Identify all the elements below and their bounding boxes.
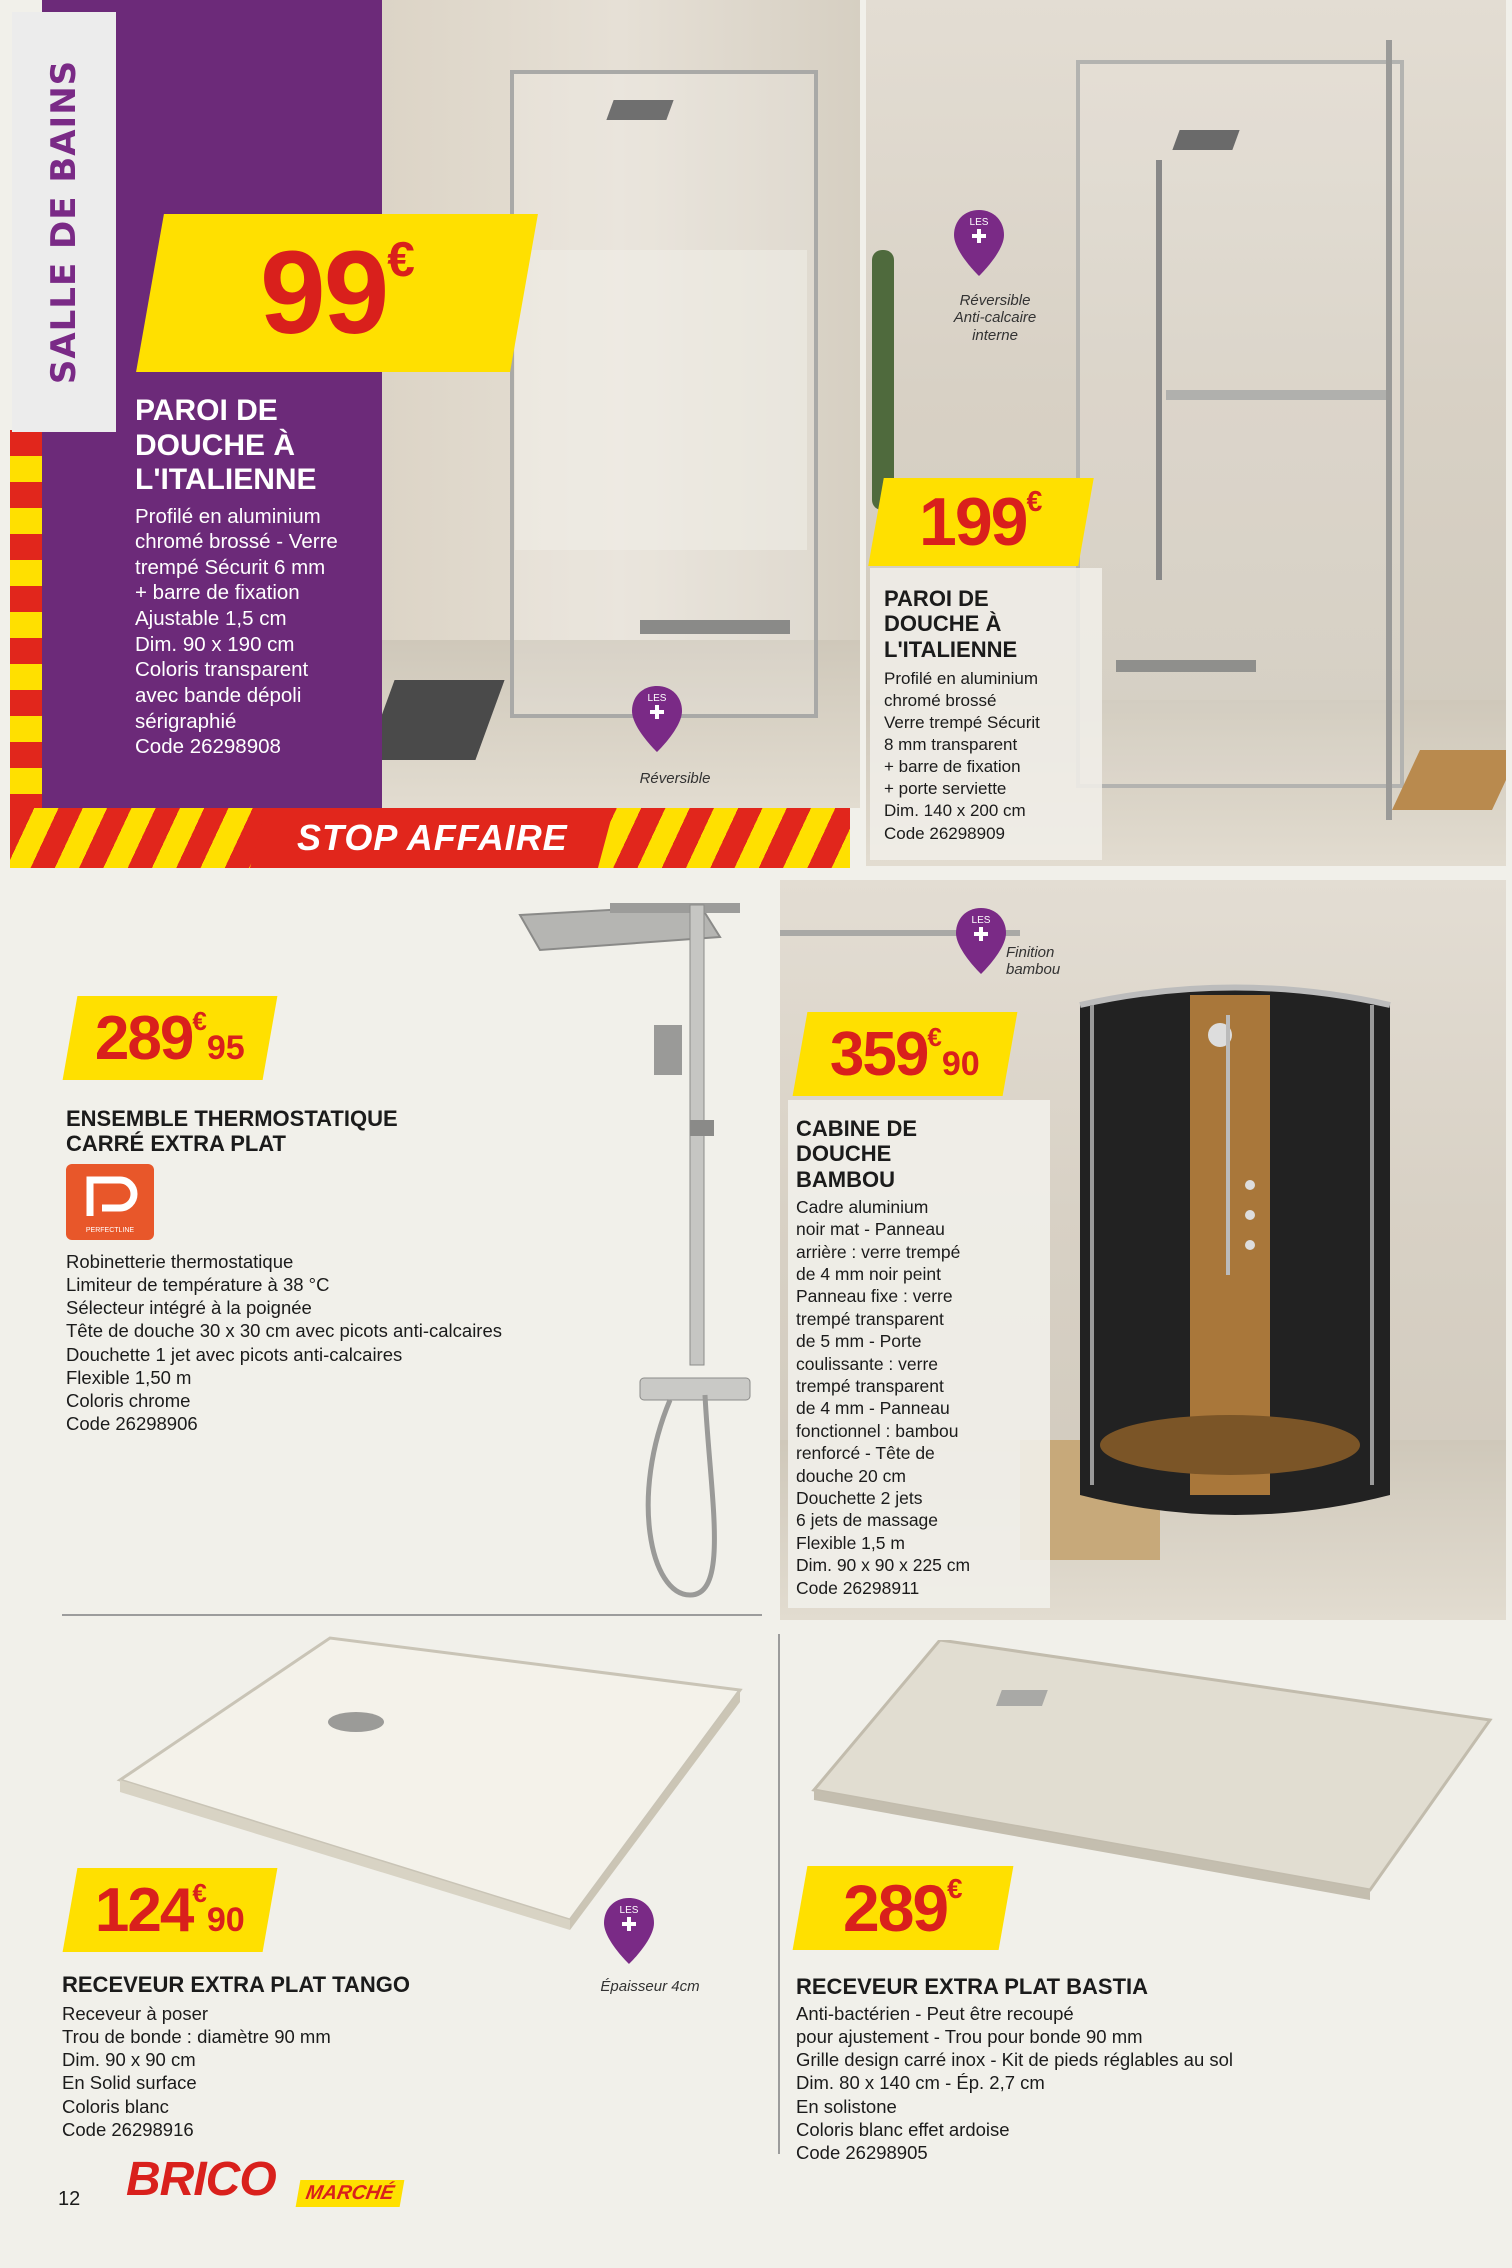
- title-line: BAMBOU: [796, 1166, 895, 1192]
- pin-word: LES: [971, 915, 991, 926]
- title-line: ENSEMBLE THERMOSTATIQUE: [66, 1106, 398, 1131]
- price-currency: €: [927, 1021, 943, 1052]
- desc-line: 8 mm transparent: [884, 735, 1018, 755]
- title-line: DOUCHE: [796, 1141, 892, 1167]
- feature-text: interne: [972, 326, 1018, 344]
- desc-line: Code 26298911: [796, 1577, 920, 1598]
- price-currency: €: [192, 1005, 208, 1036]
- desc-line: Ajustable 1,5 cm: [135, 607, 287, 630]
- desc-line: Coloris blanc: [62, 2095, 169, 2117]
- desc-line: Code 26298905: [796, 2141, 928, 2163]
- stripe-decoration: [10, 430, 42, 808]
- feature-text: bambou: [1006, 961, 1061, 979]
- price-cents: 90: [207, 1900, 245, 1939]
- price-currency: €: [947, 1872, 963, 1904]
- desc-line: Coloris blanc effet ardoise: [796, 2118, 1010, 2140]
- feature-text: Finition: [1006, 944, 1055, 961]
- desc-line: Tête de douche 30 x 30 cm avec picots anti-calcaires: [66, 1320, 503, 1342]
- product-info-walkin-99: [135, 394, 395, 760]
- desc-line: chromé brossé: [884, 690, 997, 710]
- desc-line: avec bande dépoli: [135, 683, 302, 707]
- product-title: [796, 1974, 1148, 1999]
- les-plus-pin-icon: [602, 1896, 656, 1966]
- price-cents: 95: [207, 1028, 245, 1067]
- price-tag-359-90: [793, 1012, 1018, 1096]
- desc-line: En Solid surface: [62, 2072, 197, 2094]
- desc-line: Profilé en aluminium: [884, 668, 1039, 688]
- price-currency: €: [1026, 485, 1043, 518]
- desc-line: de 4 mm - Panneau: [796, 1398, 950, 1419]
- desc-line: Profilé en aluminium: [135, 504, 321, 528]
- desc-line: Trou de bonde : diamètre 90 mm: [62, 2026, 331, 2048]
- desc-line: pour ajustement - Trou pour bonde 90 mm: [796, 2026, 1143, 2048]
- price-tag-199: [868, 478, 1094, 566]
- title-line: L'ITALIENNE: [884, 636, 1018, 662]
- price-main: 289: [95, 1003, 193, 1073]
- page-number: 12: [58, 2188, 81, 2210]
- desc-line: Panneau fixe : verre: [796, 1286, 953, 1307]
- section-tab: [12, 12, 116, 432]
- price-main: 99: [259, 227, 387, 359]
- desc-line: Anti-bactérien - Peut être recoupé: [796, 2003, 1074, 2024]
- price-main: 124: [95, 1875, 193, 1945]
- desc-line: de 4 mm noir peint: [796, 1264, 941, 1285]
- product-title: [884, 586, 1104, 662]
- feature-label: [610, 770, 740, 787]
- title-line: CABINE DE: [796, 1116, 918, 1141]
- title-line: DOUCHE À: [135, 428, 296, 462]
- product-title: [796, 1116, 1046, 1192]
- desc-line: Code 26298908: [135, 735, 281, 759]
- brand-label: PERFECTLINE: [85, 1227, 135, 1234]
- product-description: [66, 1250, 502, 1435]
- feature-label: [920, 292, 1070, 344]
- desc-line: Douchette 1 jet avec picots anti-calcaires: [66, 1343, 403, 1365]
- desc-line: renforcé - Tête de: [796, 1443, 935, 1464]
- desc-line: noir mat - Panneau: [796, 1219, 945, 1240]
- product-title: [62, 1972, 410, 1997]
- title-line: PAROI DE: [135, 394, 278, 427]
- les-plus-pin-icon: [952, 208, 1006, 278]
- price-main: 359: [830, 1019, 928, 1089]
- shower-column-illustration: [500, 895, 780, 1605]
- desc-line: Dim. 90 x 90 x 225 cm: [796, 1555, 971, 1576]
- desc-line: Flexible 1,50 m: [66, 1366, 192, 1388]
- feature-text: Réversible: [959, 292, 1031, 309]
- desc-line: Cadre aluminium: [796, 1196, 929, 1217]
- feature-text: Anti-calcaire: [953, 309, 1037, 327]
- pin-word: LES: [969, 217, 989, 228]
- desc-line: Dim. 80 x 140 cm - Ép. 2,7 cm: [796, 2072, 1045, 2094]
- desc-line: Flexible 1,5 m: [796, 1532, 905, 1553]
- product-photo-walkin-99: [380, 0, 860, 808]
- brand-main: BRICO: [126, 2153, 276, 2206]
- title-line: DOUCHE À: [884, 611, 1002, 637]
- price-cents: 90: [942, 1044, 980, 1083]
- feature-text: Épaisseur 4cm: [600, 1978, 700, 1995]
- product-description: [135, 504, 395, 760]
- title-line: PAROI DE: [884, 586, 989, 611]
- product-info-walkin-199: [884, 586, 1104, 845]
- desc-line: Sélecteur intégré à la poignée: [66, 1297, 312, 1319]
- product-title: [66, 1106, 398, 1157]
- desc-line: fonctionnel : bambou: [796, 1420, 959, 1441]
- desc-line: Coloris chrome: [66, 1389, 191, 1411]
- bricomarche-logo: [126, 2152, 446, 2222]
- desc-line: sérigraphié: [135, 709, 237, 733]
- feature-text: Réversible: [639, 770, 711, 787]
- desc-line: coulissante : verre: [796, 1353, 939, 1374]
- title-line: RECEVEUR EXTRA PLAT BASTIA: [796, 1974, 1149, 1999]
- price-tag-99: [136, 214, 538, 372]
- desc-line: trempé transparent: [796, 1308, 944, 1329]
- product-info-cabin: [796, 1116, 1046, 1599]
- title-line: L'ITALIENNE: [135, 463, 317, 496]
- desc-line: trempé Sécurit 6 mm: [135, 555, 326, 579]
- pin-word: LES: [619, 1905, 639, 1916]
- feature-label: [580, 1978, 720, 1995]
- desc-line: Verre trempé Sécurit: [884, 713, 1040, 733]
- desc-line: Dim. 140 x 200 cm: [884, 801, 1026, 821]
- price-tag-289: [793, 1866, 1014, 1950]
- product-description: [884, 668, 1104, 845]
- divider: [778, 1634, 780, 2154]
- desc-line: de 5 mm - Porte: [796, 1331, 922, 1352]
- desc-line: Douchette 2 jets: [796, 1487, 923, 1508]
- desc-line: + barre de fixation: [884, 757, 1021, 777]
- title-line: RECEVEUR EXTRA PLAT TANGO: [62, 1972, 410, 1997]
- desc-line: + porte serviette: [884, 779, 1007, 799]
- price-main: 199: [919, 484, 1027, 560]
- product-description: [796, 1196, 1046, 1599]
- desc-line: Robinetterie thermostatique: [66, 1251, 294, 1272]
- shower-tray-bastia-illustration: [810, 1640, 1500, 1900]
- product-title: [135, 394, 395, 498]
- price-main: 289: [843, 1871, 948, 1945]
- les-plus-pin-icon: [954, 906, 1008, 976]
- desc-line: Code 26298909: [884, 823, 1006, 843]
- desc-line: Dim. 90 x 190 cm: [135, 632, 295, 656]
- desc-line: Code 26298906: [66, 1412, 198, 1434]
- pin-word: LES: [647, 693, 667, 704]
- desc-line: Coloris transparent: [135, 658, 309, 682]
- desc-line: chromé brossé - Verre: [135, 530, 338, 554]
- price-tag-289-95: [63, 996, 278, 1080]
- perfectline-logo: [66, 1164, 154, 1240]
- price-tag-124-90: [63, 1868, 278, 1952]
- desc-line: douche 20 cm: [796, 1465, 906, 1486]
- price-currency: €: [386, 230, 415, 287]
- price-currency: €: [192, 1877, 208, 1908]
- desc-line: Code 26298916: [62, 2118, 194, 2140]
- brand-sub: MARCHÉ: [296, 2180, 405, 2207]
- product-description: [796, 2002, 1233, 2164]
- desc-line: trempé transparent: [796, 1376, 944, 1397]
- shower-cabin-illustration: [1070, 975, 1400, 1535]
- desc-line: Receveur à poser: [62, 2003, 209, 2024]
- divider: [62, 1614, 762, 1616]
- desc-line: + barre de fixation: [135, 581, 300, 605]
- desc-line: Grille design carré inox - Kit de pieds réglables au sol: [796, 2049, 1234, 2071]
- desc-line: Limiteur de température à 38 °C: [66, 1274, 330, 1296]
- stop-affaire-label: STOP AFFAIRE: [296, 817, 568, 858]
- title-line: CARRÉ EXTRA PLAT: [66, 1131, 286, 1157]
- product-description: [62, 2002, 331, 2141]
- desc-line: Dim. 90 x 90 cm: [62, 2049, 196, 2071]
- section-label: SALLE DE BAINS: [44, 59, 84, 385]
- les-plus-pin-icon: [630, 684, 684, 754]
- desc-line: En solistone: [796, 2095, 897, 2117]
- stop-affaire-banner: [250, 808, 614, 868]
- desc-line: 6 jets de massage: [796, 1510, 939, 1531]
- feature-label: [1006, 944, 1096, 979]
- desc-line: arrière : verre trempé: [796, 1241, 961, 1262]
